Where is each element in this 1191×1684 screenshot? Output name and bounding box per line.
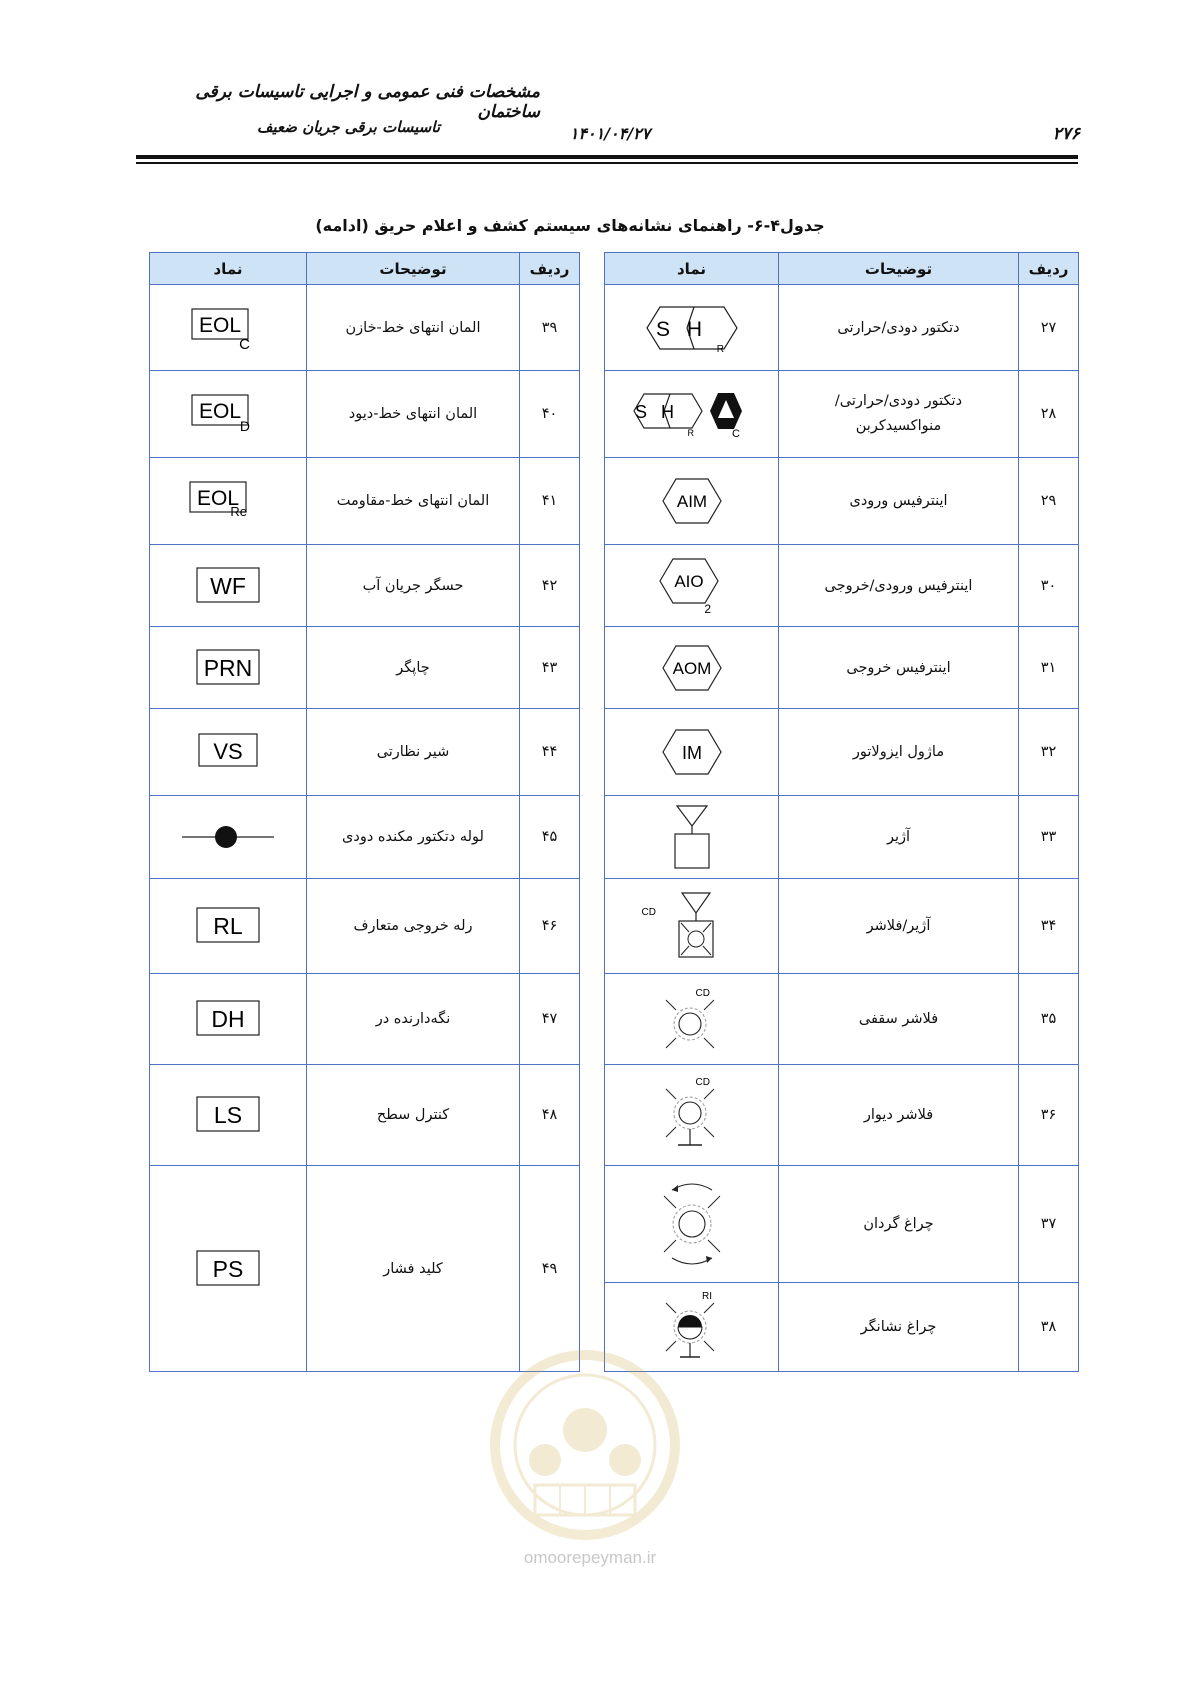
table-row <box>605 627 1079 709</box>
printer-icon <box>193 646 263 690</box>
symbol-cell <box>605 458 779 545</box>
row-description: رله خروجی متعارف <box>307 879 520 974</box>
glyph-c: C <box>239 335 250 353</box>
glyph-eol: EOL <box>196 487 240 510</box>
glyph-re: Re <box>230 504 247 519</box>
eol-capacitor-icon <box>188 303 268 353</box>
row-number: ۲۸ <box>1019 371 1079 458</box>
glyph-cd: CD <box>695 1077 710 1088</box>
row-number: ۴۳ <box>520 627 580 709</box>
watermark-url: omoorepeyman.ir <box>523 1548 657 1567</box>
table-row <box>150 371 580 458</box>
row-number: ۳۶ <box>1019 1065 1079 1166</box>
row-description: المان انتهای خط-خازن <box>307 285 520 371</box>
level-switch-icon <box>193 1093 263 1137</box>
symbol-cell <box>605 1065 779 1166</box>
row-description: اینترفیس ورودی/خروجی <box>779 545 1019 627</box>
row-description: چراغ گردان <box>779 1166 1019 1283</box>
table-row <box>605 371 1079 458</box>
table-row <box>150 545 580 627</box>
glyph-dh: DH <box>211 1006 245 1032</box>
row-number: ۴۶ <box>520 879 580 974</box>
symbol-cell <box>150 458 307 545</box>
glyph-ri: RI <box>701 1291 712 1302</box>
symbol-table-left <box>149 252 580 1372</box>
rotating-lamp-icon <box>652 1174 732 1274</box>
table-row <box>605 974 1079 1065</box>
row-number: ۳۸ <box>1019 1283 1079 1372</box>
page-number: ۲۷۶ <box>1052 124 1080 144</box>
glyph-aio: AIO <box>673 571 704 591</box>
eol-diode-icon <box>188 389 268 439</box>
row-number: ۴۴ <box>520 709 580 796</box>
table-row <box>150 879 580 974</box>
relay-output-icon <box>193 904 263 948</box>
table-row <box>605 796 1079 879</box>
wall-flasher-icon <box>652 1075 732 1155</box>
col-header-row: ردیف <box>1019 253 1079 285</box>
col-header-desc: توضیحات <box>779 253 1019 285</box>
glyph-s: S <box>655 317 670 341</box>
symbol-cell <box>150 879 307 974</box>
symbol-cell <box>150 796 307 879</box>
glyph-eol: EOL <box>198 313 242 337</box>
symbol-cell <box>150 709 307 796</box>
pressure-switch-icon <box>193 1247 263 1291</box>
row-number: ۲۷ <box>1019 285 1079 371</box>
siren-flasher-icon <box>641 891 732 961</box>
row-description: دتکتور دودی/حرارتی <box>779 285 1019 371</box>
aspirating-pipe-icon <box>178 822 278 852</box>
row-number: ۴۵ <box>520 796 580 879</box>
symbol-cell <box>605 371 779 458</box>
row-number: ۴۱ <box>520 458 580 545</box>
table-row <box>605 709 1079 796</box>
table-row <box>605 1166 1079 1283</box>
row-description: فلاشر سقفی <box>779 974 1019 1065</box>
row-description: المان انتهای خط-دیود <box>307 371 520 458</box>
table-row <box>150 1065 580 1166</box>
symbol-cell <box>605 285 779 371</box>
col-header-symbol: نماد <box>150 253 307 285</box>
table-row <box>150 974 580 1065</box>
row-description: اینترفیس خروجی <box>779 627 1019 709</box>
eol-resistor-icon <box>186 476 270 526</box>
glyph-two: 2 <box>703 601 711 616</box>
row-description: ماژول ایزولاتور <box>779 709 1019 796</box>
symbol-cell <box>605 709 779 796</box>
row-number: ۳۳ <box>1019 796 1079 879</box>
isolator-module-icon <box>660 727 724 777</box>
glyph-r: R <box>716 343 724 355</box>
row-number: ۴۰ <box>520 371 580 458</box>
ceiling-flasher-icon <box>652 984 732 1054</box>
row-number: ۳۹ <box>520 285 580 371</box>
symbol-cell <box>150 545 307 627</box>
row-description: نگه‌دارنده در <box>307 974 520 1065</box>
glyph-d: D <box>239 418 250 434</box>
output-module-icon <box>660 643 724 693</box>
table-row <box>150 458 580 545</box>
table-row <box>605 1065 1079 1166</box>
header-title: مشخصات فنی عمومی و اجرایی تاسیسات برقی ساختمان <box>195 82 540 122</box>
glyph-r: R <box>687 428 694 438</box>
smoke-heat-detector-icon <box>642 303 742 353</box>
row-description: فلاشر دیوار <box>779 1065 1019 1166</box>
input-module-icon <box>660 476 724 526</box>
table-row <box>605 545 1079 627</box>
row-number: ۳۷ <box>1019 1166 1079 1283</box>
row-number: ۳۱ <box>1019 627 1079 709</box>
row-description: اینترفیس ورودی <box>779 458 1019 545</box>
header-rule-thin <box>136 162 1078 164</box>
symbol-cell <box>605 974 779 1065</box>
symbol-cell <box>150 1166 307 1372</box>
symbol-table-right <box>604 252 1079 1372</box>
row-number: ۳۲ <box>1019 709 1079 796</box>
glyph-rl: RL <box>213 913 243 939</box>
symbol-cell <box>150 627 307 709</box>
glyph-s: S <box>634 402 647 422</box>
symbol-cell <box>150 974 307 1065</box>
row-number: ۳۵ <box>1019 974 1079 1065</box>
glyph-c: C <box>731 428 740 440</box>
table-row <box>150 709 580 796</box>
row-number: ۴۷ <box>520 974 580 1065</box>
header-rule-thick <box>136 155 1078 159</box>
glyph-vs: VS <box>213 739 243 764</box>
row-description: چاپگر <box>307 627 520 709</box>
col-header-row: ردیف <box>520 253 580 285</box>
symbol-cell <box>605 796 779 879</box>
glyph-ls: LS <box>213 1102 243 1128</box>
row-number: ۳۴ <box>1019 879 1079 974</box>
symbol-cell <box>150 371 307 458</box>
row-description: آژیر <box>779 796 1019 879</box>
glyph-cd: CD <box>641 907 656 918</box>
row-number: ۳۰ <box>1019 545 1079 627</box>
row-number: ۴۹ <box>520 1166 580 1372</box>
door-holder-icon <box>193 997 263 1041</box>
symbol-cell <box>605 879 779 974</box>
row-description: لوله دتکتور مکنده دودی <box>307 796 520 879</box>
row-description: حسگر جریان آب <box>307 545 520 627</box>
symbol-cell <box>605 1166 779 1283</box>
glyph-im: IM <box>681 743 702 763</box>
row-description: المان انتهای خط-مقاومت <box>307 458 520 545</box>
table-row <box>605 458 1079 545</box>
water-flow-switch-icon <box>193 564 263 608</box>
glyph-prn: PRN <box>203 654 253 681</box>
header-subtitle: تاسیسات برقی جریان ضعیف <box>256 118 440 136</box>
glyph-wf: WF <box>210 572 246 599</box>
table-row <box>605 285 1079 371</box>
watermark-logo-icon <box>485 1335 685 1555</box>
input-output-module-icon <box>657 556 727 616</box>
symbol-cell <box>605 627 779 709</box>
table-caption: جدول۴-۶- راهنمای نشانه‌های سیستم کشف و اعلام حریق (ادامه) <box>315 216 825 235</box>
col-header-desc: توضیحات <box>307 253 520 285</box>
row-number: ۲۹ <box>1019 458 1079 545</box>
glyph-eol: EOL <box>198 400 242 423</box>
table-row <box>150 796 580 879</box>
glyph-h: H <box>686 317 702 341</box>
supervisory-valve-icon <box>193 730 263 774</box>
col-header-symbol: نماد <box>605 253 779 285</box>
header-date: ۱۴۰۱/۰۴/۲۷ <box>569 124 651 143</box>
symbol-cell <box>605 545 779 627</box>
symbol-cell <box>150 285 307 371</box>
table-row <box>150 627 580 709</box>
glyph-ps: PS <box>212 1255 244 1282</box>
table-row <box>605 879 1079 974</box>
row-description: آژیر/فلاشر <box>779 879 1019 974</box>
row-number: ۴۲ <box>520 545 580 627</box>
row-number: ۴۸ <box>520 1065 580 1166</box>
glyph-aim: AIM <box>676 492 707 511</box>
row-description: چراغ نشانگر <box>779 1283 1019 1372</box>
row-description: دتکتور دودی/حرارتی/منواکسیدکربن <box>779 371 1019 458</box>
table-row <box>150 285 580 371</box>
row-description: شیر نظارتی <box>307 709 520 796</box>
row-description: کلید فشار <box>307 1166 520 1372</box>
row-description: کنترل سطح <box>307 1065 520 1166</box>
glyph-aom: AOM <box>672 658 711 678</box>
glyph-h: H <box>660 402 674 422</box>
glyph-cd: CD <box>695 988 710 999</box>
smoke-heat-co-detector-icon <box>630 389 754 439</box>
siren-icon <box>667 802 717 872</box>
symbol-cell <box>150 1065 307 1166</box>
